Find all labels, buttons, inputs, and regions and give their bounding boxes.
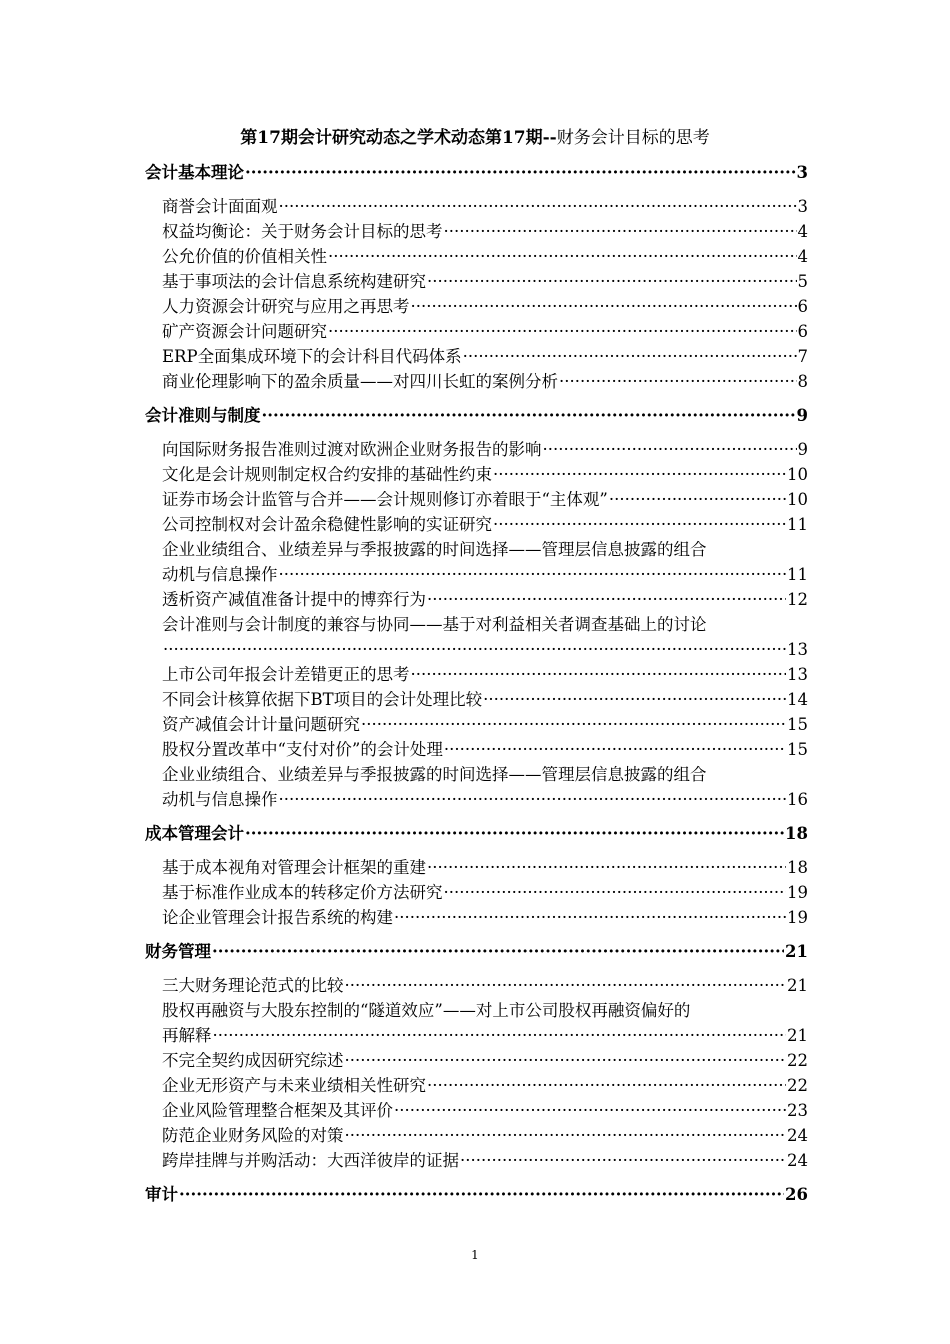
toc-item-page: 7 — [797, 347, 808, 366]
toc-item-page: 13 — [787, 665, 808, 684]
toc-item-label: 商业伦理影响下的盈余质量——对四川长虹的案例分析 — [162, 372, 558, 391]
toc-item[interactable] — [162, 1074, 808, 1098]
toc-item[interactable] — [162, 663, 808, 687]
toc-item-label: 商誉会计面面观 — [162, 197, 278, 216]
dot-leader — [444, 738, 786, 762]
toc-item-page: 6 — [797, 322, 808, 341]
toc-item[interactable] — [162, 563, 808, 587]
dot-leader — [345, 1124, 787, 1148]
toc-section-label: 会计准则与制度 — [145, 406, 261, 425]
toc-item-label: 资产减值会计计量问题研究 — [162, 715, 360, 734]
toc-item-page: 21 — [787, 976, 808, 995]
dot-leader — [444, 881, 787, 905]
toc-item[interactable] — [162, 856, 808, 880]
toc-item[interactable] — [162, 881, 808, 905]
toc-item-label: 公允价值的价值相关性 — [162, 247, 327, 266]
toc-item-page: 10 — [787, 490, 808, 509]
toc-item-page: 6 — [797, 297, 808, 316]
dot-leader — [328, 320, 797, 344]
toc-item-page: 11 — [787, 515, 808, 534]
dot-leader — [427, 588, 786, 612]
dot-leader — [279, 195, 797, 219]
dot-leader — [427, 270, 797, 294]
toc-item[interactable] — [162, 270, 808, 294]
toc-section[interactable] — [145, 404, 808, 428]
dot-leader — [179, 1183, 784, 1207]
dot-leader — [493, 513, 786, 537]
dot-leader — [345, 1049, 787, 1073]
dot-leader — [345, 974, 787, 998]
toc-item-page: 9 — [797, 440, 808, 459]
toc-item-page: 23 — [787, 1101, 808, 1120]
toc-item-line1[interactable]: 会计准则与会计制度的兼容与协同——基于对利益相关者调查基础上的讨论 — [162, 615, 707, 634]
toc-section-label: 财务管理 — [145, 942, 211, 961]
toc-item-page: 21 — [787, 1026, 808, 1045]
toc-item-page: 18 — [787, 858, 808, 877]
dot-leader — [444, 220, 797, 244]
toc-item-label: 企业无形资产与未来业绩相关性研究 — [162, 1076, 426, 1095]
toc-item[interactable] — [162, 588, 808, 612]
toc-section-page: 26 — [785, 1185, 808, 1204]
toc-item-label: 公司控制权对会计盈余稳健性影响的实证研究 — [162, 515, 492, 534]
dot-leader — [394, 1099, 786, 1123]
toc-item[interactable] — [162, 788, 808, 812]
dot-leader — [262, 404, 796, 428]
toc-item[interactable] — [162, 220, 808, 244]
toc-item-label: 向国际财务报告准则过渡对欧洲企业财务报告的影响 — [162, 440, 542, 459]
toc-item[interactable] — [162, 370, 808, 394]
toc-item[interactable] — [162, 1149, 808, 1173]
toc-item-page: 22 — [787, 1076, 808, 1095]
dot-leader — [394, 906, 786, 930]
toc-item-label: 证券市场会计监管与合并——会计规则修订亦着眼于“主体观” — [162, 490, 608, 509]
toc-item-page: 22 — [787, 1051, 808, 1070]
toc-item-page: 15 — [787, 715, 808, 734]
toc-item[interactable] — [162, 320, 808, 344]
dot-leader — [427, 856, 786, 880]
title-bold-part: 第17期会计研究动态之学术动态第17期-- — [240, 128, 557, 148]
toc-item-page: 24 — [787, 1126, 808, 1145]
dot-leader — [213, 1024, 787, 1048]
toc-item[interactable] — [162, 195, 808, 219]
toc-item-label: 企业风险管理整合框架及其评价 — [162, 1101, 393, 1120]
dot-leader — [411, 663, 787, 687]
toc-item-page: 14 — [787, 690, 808, 709]
toc-section[interactable] — [145, 822, 808, 846]
toc-section-label: 成本管理会计 — [145, 824, 244, 843]
toc-section-page: 21 — [785, 942, 808, 961]
dot-leader — [212, 940, 784, 964]
toc-item[interactable] — [162, 1124, 808, 1148]
toc-item-page: 5 — [797, 272, 808, 291]
toc-item-page: 8 — [797, 372, 808, 391]
toc-item-page: 16 — [787, 790, 808, 809]
toc-item-page: 12 — [787, 590, 808, 609]
toc-section-page: 18 — [785, 824, 808, 843]
dot-leader — [245, 822, 784, 846]
dot-leader — [328, 245, 797, 269]
dot-leader — [483, 688, 786, 712]
toc-item-label: 跨岸挂牌与并购活动：大西洋彼岸的证据 — [162, 1151, 459, 1170]
toc-item-label: 再解释 — [162, 1026, 212, 1045]
toc-item-page: 19 — [787, 908, 808, 927]
dot-leader — [543, 438, 797, 462]
toc-item[interactable] — [162, 513, 808, 537]
toc-item-label: 上市公司年报会计差错更正的思考 — [162, 665, 410, 684]
toc-item-page: 24 — [787, 1151, 808, 1170]
dot-leader — [609, 488, 786, 512]
toc-item-label: 动机与信息操作 — [162, 790, 278, 809]
toc-item[interactable] — [162, 906, 808, 930]
toc-item-label: 防范企业财务风险的对策 — [162, 1126, 344, 1145]
page-number: 1 — [471, 1248, 479, 1262]
toc-item-line1[interactable]: 股权再融资与大股东控制的“隧道效应”——对上市公司股权再融资偏好的 — [162, 1001, 691, 1020]
dot-leader — [245, 161, 796, 185]
toc-item-page: 4 — [797, 222, 808, 241]
toc-section[interactable] — [145, 161, 808, 185]
toc-item-page: 15 — [787, 740, 808, 759]
toc-item[interactable] — [162, 638, 808, 662]
toc-item[interactable] — [162, 1099, 808, 1123]
dot-leader — [559, 370, 797, 394]
toc-item[interactable] — [162, 488, 808, 512]
toc-item[interactable] — [162, 295, 808, 319]
toc-section-page: 3 — [796, 163, 808, 182]
toc-item-label: 动机与信息操作 — [162, 565, 278, 584]
dot-leader — [463, 345, 797, 369]
toc-item-page: 19 — [787, 883, 808, 902]
toc-item[interactable] — [162, 738, 808, 762]
toc-item-line1[interactable]: 企业业绩组合、业绩差异与季报披露的时间选择——管理层信息披露的组合 — [162, 765, 707, 784]
toc-item[interactable] — [162, 688, 808, 712]
toc-item-label: 股权分置改革中“支付对价”的会计处理 — [162, 740, 443, 759]
toc-item[interactable] — [162, 245, 808, 269]
toc-section-page: 9 — [796, 406, 808, 425]
toc-item-page: 13 — [787, 640, 808, 659]
document-title — [0, 127, 950, 149]
toc-section[interactable] — [145, 1183, 808, 1207]
toc-item-label: 矿产资源会计问题研究 — [162, 322, 327, 341]
dot-leader — [411, 295, 797, 319]
toc-item-page: 11 — [787, 565, 808, 584]
toc-item-label: 权益均衡论：关于财务会计目标的思考 — [162, 222, 443, 241]
toc-item-label: 基于成本视角对管理会计框架的重建 — [162, 858, 426, 877]
toc-section[interactable] — [145, 940, 808, 964]
dot-leader — [460, 1149, 786, 1173]
toc-item-label: 人力资源会计研究与应用之再思考 — [162, 297, 410, 316]
toc-item[interactable] — [162, 713, 808, 737]
dot-leader — [493, 463, 786, 487]
title-normal-part: 财务会计目标的思考 — [556, 128, 710, 148]
toc-item-label: 不同会计核算依据下BT项目的会计处理比较 — [162, 690, 483, 709]
toc-item-page: 10 — [787, 465, 808, 484]
toc-item-page: 3 — [797, 197, 808, 216]
dot-leader — [361, 713, 786, 737]
toc-section-label: 审计 — [145, 1185, 178, 1204]
toc-section-label: 会计基本理论 — [145, 163, 244, 182]
dot-leader — [163, 638, 786, 662]
toc-item-label: 论企业管理会计报告系统的构建 — [162, 908, 393, 927]
toc-item[interactable] — [162, 438, 808, 462]
toc-item-label: 基于事项法的会计信息系统构建研究 — [162, 272, 426, 291]
toc-item-page: 4 — [797, 247, 808, 266]
toc-item[interactable] — [162, 974, 808, 998]
toc-item-line1[interactable]: 企业业绩组合、业绩差异与季报披露的时间选择——管理层信息披露的组合 — [162, 540, 707, 559]
toc-item-label: 基于标准作业成本的转移定价方法研究 — [162, 883, 443, 902]
dot-leader — [279, 563, 787, 587]
toc-item-label: 不完全契约成因研究综述 — [162, 1051, 344, 1070]
toc-item[interactable] — [162, 463, 808, 487]
toc-item[interactable] — [162, 1024, 808, 1048]
dot-leader — [427, 1074, 786, 1098]
toc-item[interactable] — [162, 1049, 808, 1073]
toc-item-label: 透析资产减值准备计提中的博弈行为 — [162, 590, 426, 609]
dot-leader — [279, 788, 787, 812]
toc-item-label: ERP全面集成环境下的会计科目代码体系 — [162, 347, 462, 366]
toc-item[interactable] — [162, 345, 808, 369]
toc-item-label: 三大财务理论范式的比较 — [162, 976, 344, 995]
toc-item-label: 文化是会计规则制定权合约安排的基础性约束 — [162, 465, 492, 484]
